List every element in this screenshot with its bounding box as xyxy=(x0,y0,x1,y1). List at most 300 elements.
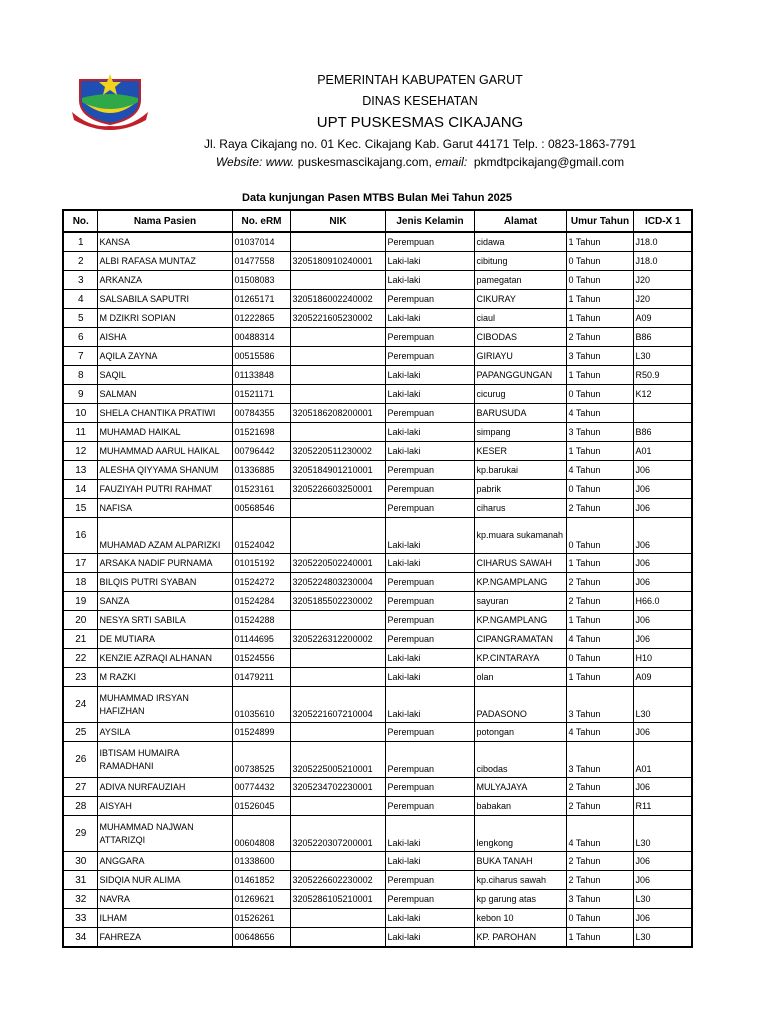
cell-nik xyxy=(290,271,385,290)
cell-icd: J20 xyxy=(633,290,692,309)
cell-icd: J06 xyxy=(633,723,692,742)
cell-nik xyxy=(290,723,385,742)
cell-no: 31 xyxy=(63,871,97,890)
table-row xyxy=(63,554,692,573)
cell-no: 1 xyxy=(63,232,97,252)
cell-jenis-kelamin: Perempuan xyxy=(385,778,474,797)
cell-alamat: KP.CINTARAYA xyxy=(474,649,566,668)
cell-alamat: KP. PAROHAN xyxy=(474,928,566,948)
cell-erm: 01526045 xyxy=(232,797,290,816)
cell-nik: 3205220511230002 xyxy=(290,442,385,461)
cell-icd: R11 xyxy=(633,797,692,816)
cell-jenis-kelamin: Laki-laki xyxy=(385,649,474,668)
cell-nik: 3205220307200001 xyxy=(290,816,385,852)
cell-no: 17 xyxy=(63,554,97,573)
cell-umur: 4 Tahun xyxy=(566,723,633,742)
cell-umur: 4 Tahun xyxy=(566,630,633,649)
cell-nama: AYSILA xyxy=(97,723,232,742)
cell-nik: 3205221605230002 xyxy=(290,309,385,328)
cell-umur: 3 Tahun xyxy=(566,687,633,723)
cell-erm: 01133848 xyxy=(232,366,290,385)
cell-erm: 00515586 xyxy=(232,347,290,366)
cell-icd: J06 xyxy=(633,778,692,797)
cell-jenis-kelamin: Laki-laki xyxy=(385,252,474,271)
table-row xyxy=(63,852,692,871)
institution-name: UPT PUSKESMAS CIKAJANG xyxy=(316,114,524,131)
cell-erm: 01479211 xyxy=(232,668,290,687)
cell-alamat: pamegatan xyxy=(474,271,566,290)
cell-umur: 3 Tahun xyxy=(566,423,633,442)
cell-alamat: kp.barukai xyxy=(474,461,566,480)
cell-jenis-kelamin: Perempuan xyxy=(385,404,474,423)
cell-no: 20 xyxy=(63,611,97,630)
cell-umur: 2 Tahun xyxy=(566,797,633,816)
cell-icd: J06 xyxy=(633,909,692,928)
cell-nik xyxy=(290,797,385,816)
cell-alamat: CIPANGRAMATAN xyxy=(474,630,566,649)
cell-icd: J06 xyxy=(633,852,692,871)
cell-erm: 01524556 xyxy=(232,649,290,668)
cell-nik: 3205184901210001 xyxy=(290,461,385,480)
cell-umur: 0 Tahun xyxy=(566,480,633,499)
cell-nama: NESYA SRTI SABILA xyxy=(97,611,232,630)
cell-icd: H10 xyxy=(633,649,692,668)
cell-erm: 01461852 xyxy=(232,871,290,890)
cell-jenis-kelamin: Perempuan xyxy=(385,480,474,499)
table-row xyxy=(63,518,692,554)
cell-nama: SAQIL xyxy=(97,366,232,385)
cell-nama: MUHAMMAD NAJWAN ATTARIZQI xyxy=(97,816,232,852)
cell-alamat: kp.muara sukamanah xyxy=(474,518,566,554)
cell-no: 5 xyxy=(63,309,97,328)
cell-nama: MUHAMAD AZAM ALPARIZKI xyxy=(97,518,232,554)
cell-jenis-kelamin: Perempuan xyxy=(385,461,474,480)
cell-nama: AQILA ZAYNA xyxy=(97,347,232,366)
cell-umur: 0 Tahun xyxy=(566,271,633,290)
cell-no: 26 xyxy=(63,742,97,778)
cell-umur: 2 Tahun xyxy=(566,573,633,592)
cell-alamat: KP.NGAMPLANG xyxy=(474,611,566,630)
cell-umur: 2 Tahun xyxy=(566,499,633,518)
website-label: Website: www. xyxy=(215,155,295,169)
cell-jenis-kelamin: Perempuan xyxy=(385,797,474,816)
cell-no: 9 xyxy=(63,385,97,404)
cell-nama: ALESHA QIYYAMA SHANUM xyxy=(97,461,232,480)
report-title: Data kunjungan Pasen MTBS Bulan Mei Tahun 2025 xyxy=(242,192,512,204)
cell-no: 16 xyxy=(63,518,97,554)
col-header-umur: Umur Tahun xyxy=(566,210,633,232)
cell-nik: 3205286105210001 xyxy=(290,890,385,909)
cell-nik: 3205185502230002 xyxy=(290,592,385,611)
cell-umur: 2 Tahun xyxy=(566,871,633,890)
department-name: DINAS KESEHATAN xyxy=(362,94,478,108)
cell-erm: 00774432 xyxy=(232,778,290,797)
cell-erm: 01524288 xyxy=(232,611,290,630)
cell-umur: 3 Tahun xyxy=(566,347,633,366)
table-row xyxy=(63,499,692,518)
cell-nik xyxy=(290,668,385,687)
cell-nik: 3205226312200002 xyxy=(290,630,385,649)
cell-no: 3 xyxy=(63,271,97,290)
cell-alamat: BARUSUDA xyxy=(474,404,566,423)
cell-icd: R50.9 xyxy=(633,366,692,385)
col-header-erm: No. eRM xyxy=(232,210,290,232)
cell-alamat: potongan xyxy=(474,723,566,742)
cell-jenis-kelamin: Perempuan xyxy=(385,871,474,890)
cell-jenis-kelamin: Laki-laki xyxy=(385,554,474,573)
cell-nama: M RAZKI xyxy=(97,668,232,687)
cell-nama: SALMAN xyxy=(97,385,232,404)
cell-icd: K12 xyxy=(633,385,692,404)
table-row xyxy=(63,461,692,480)
cell-nik xyxy=(290,928,385,948)
cell-nama: ARSAKA NADIF PURNAMA xyxy=(97,554,232,573)
table-row xyxy=(63,573,692,592)
cell-umur: 2 Tahun xyxy=(566,328,633,347)
cell-jenis-kelamin: Laki-laki xyxy=(385,385,474,404)
cell-nik xyxy=(290,499,385,518)
cell-umur: 1 Tahun xyxy=(566,668,633,687)
cell-alamat: PAPANGGUNGAN xyxy=(474,366,566,385)
cell-nik: 3205224803230004 xyxy=(290,573,385,592)
cell-icd: B86 xyxy=(633,423,692,442)
cell-umur: 0 Tahun xyxy=(566,649,633,668)
table-row xyxy=(63,271,692,290)
cell-no: 11 xyxy=(63,423,97,442)
cell-erm: 01477558 xyxy=(232,252,290,271)
cell-umur: 1 Tahun xyxy=(566,309,633,328)
cell-umur: 4 Tahun xyxy=(566,404,633,423)
cell-alamat: CIKURAY xyxy=(474,290,566,309)
cell-no: 22 xyxy=(63,649,97,668)
table-row xyxy=(63,328,692,347)
cell-no: 8 xyxy=(63,366,97,385)
col-header-nama: Nama Pasien xyxy=(97,210,232,232)
cell-no: 23 xyxy=(63,668,97,687)
cell-icd: A09 xyxy=(633,309,692,328)
email-label: email: xyxy=(435,155,468,169)
cell-jenis-kelamin: Perempuan xyxy=(385,611,474,630)
cell-nama: KENZIE AZRAQI ALHANAN xyxy=(97,649,232,668)
cell-erm: 00648656 xyxy=(232,928,290,948)
cell-nama: SANZA xyxy=(97,592,232,611)
table-row xyxy=(63,611,692,630)
cell-umur: 3 Tahun xyxy=(566,742,633,778)
col-header-nik: NIK xyxy=(290,210,385,232)
cell-nik: 3205234702230001 xyxy=(290,778,385,797)
table-row xyxy=(63,778,692,797)
cell-icd: A01 xyxy=(633,442,692,461)
cell-umur: 2 Tahun xyxy=(566,778,633,797)
cell-icd: J06 xyxy=(633,554,692,573)
cell-no: 14 xyxy=(63,480,97,499)
cell-nama: ADIVA NURFAUZIAH xyxy=(97,778,232,797)
cell-alamat: simpang xyxy=(474,423,566,442)
cell-no: 28 xyxy=(63,797,97,816)
cell-erm: 00488314 xyxy=(232,328,290,347)
cell-umur: 4 Tahun xyxy=(566,461,633,480)
cell-nik xyxy=(290,518,385,554)
cell-jenis-kelamin: Perempuan xyxy=(385,723,474,742)
table-row xyxy=(63,668,692,687)
cell-icd: J06 xyxy=(633,573,692,592)
government-name: PEMERINTAH KABUPATEN GARUT xyxy=(317,73,523,87)
cell-nik: 3205225005210001 xyxy=(290,742,385,778)
cell-alamat: cidawa xyxy=(474,232,566,252)
cell-nama: MUHAMAD HAIKAL xyxy=(97,423,232,442)
contact-line xyxy=(150,154,690,170)
cell-jenis-kelamin: Laki-laki xyxy=(385,928,474,948)
cell-nama: ALBI RAFASA MUNTAZ xyxy=(97,252,232,271)
cell-alamat: kebon 10 xyxy=(474,909,566,928)
cell-icd: L30 xyxy=(633,890,692,909)
cell-no: 2 xyxy=(63,252,97,271)
cell-icd: J06 xyxy=(633,461,692,480)
cell-alamat: sayuran xyxy=(474,592,566,611)
cell-icd: J18.0 xyxy=(633,232,692,252)
cell-jenis-kelamin: Perempuan xyxy=(385,347,474,366)
table-row xyxy=(63,290,692,309)
cell-nama: KANSA xyxy=(97,232,232,252)
cell-erm: 01144695 xyxy=(232,630,290,649)
cell-no: 4 xyxy=(63,290,97,309)
cell-erm: 00784355 xyxy=(232,404,290,423)
cell-erm: 00738525 xyxy=(232,742,290,778)
cell-nik xyxy=(290,611,385,630)
cell-jenis-kelamin: Perempuan xyxy=(385,232,474,252)
cell-no: 12 xyxy=(63,442,97,461)
cell-no: 15 xyxy=(63,499,97,518)
cell-erm: 01338600 xyxy=(232,852,290,871)
cell-no: 29 xyxy=(63,816,97,852)
cell-erm: 01524042 xyxy=(232,518,290,554)
cell-nama: M DZIKRI SOPIAN xyxy=(97,309,232,328)
cell-icd: L30 xyxy=(633,816,692,852)
table-row xyxy=(63,723,692,742)
cell-no: 34 xyxy=(63,928,97,948)
cell-no: 25 xyxy=(63,723,97,742)
cell-jenis-kelamin: Laki-laki xyxy=(385,687,474,723)
cell-icd: L30 xyxy=(633,347,692,366)
cell-jenis-kelamin: Perempuan xyxy=(385,573,474,592)
cell-erm: 01521698 xyxy=(232,423,290,442)
cell-umur: 2 Tahun xyxy=(566,592,633,611)
cell-icd: J06 xyxy=(633,480,692,499)
cell-icd: J06 xyxy=(633,499,692,518)
cell-jenis-kelamin: Laki-laki xyxy=(385,423,474,442)
cell-erm: 01523161 xyxy=(232,480,290,499)
cell-umur: 2 Tahun xyxy=(566,852,633,871)
cell-jenis-kelamin: Perempuan xyxy=(385,592,474,611)
cell-umur: 0 Tahun xyxy=(566,909,633,928)
cell-nik: 3205180910240001 xyxy=(290,252,385,271)
cell-jenis-kelamin: Perempuan xyxy=(385,742,474,778)
table-row xyxy=(63,797,692,816)
cell-no: 7 xyxy=(63,347,97,366)
cell-nama: NAVRA xyxy=(97,890,232,909)
cell-erm: 01508083 xyxy=(232,271,290,290)
table-row xyxy=(63,366,692,385)
cell-umur: 0 Tahun xyxy=(566,518,633,554)
cell-jenis-kelamin: Perempuan xyxy=(385,499,474,518)
cell-nik xyxy=(290,366,385,385)
cell-erm: 00568546 xyxy=(232,499,290,518)
cell-no: 32 xyxy=(63,890,97,909)
cell-jenis-kelamin: Perempuan xyxy=(385,328,474,347)
table-row xyxy=(63,347,692,366)
cell-jenis-kelamin: Laki-laki xyxy=(385,852,474,871)
cell-nik: 3205226603250001 xyxy=(290,480,385,499)
cell-no: 24 xyxy=(63,687,97,723)
cell-alamat: cibitung xyxy=(474,252,566,271)
cell-erm: 01524284 xyxy=(232,592,290,611)
cell-alamat: BUKA TANAH xyxy=(474,852,566,871)
cell-alamat: MULYAJAYA xyxy=(474,778,566,797)
cell-icd: L30 xyxy=(633,928,692,948)
cell-nama: MUHAMMAD AARUL HAIKAL xyxy=(97,442,232,461)
letterhead xyxy=(150,70,690,170)
cell-erm: 00604808 xyxy=(232,816,290,852)
table-row xyxy=(63,592,692,611)
cell-umur: 1 Tahun xyxy=(566,442,633,461)
cell-umur: 3 Tahun xyxy=(566,890,633,909)
cell-jenis-kelamin: Perempuan xyxy=(385,290,474,309)
cell-nama: AISHA xyxy=(97,328,232,347)
cell-icd: B86 xyxy=(633,328,692,347)
cell-icd: H66.0 xyxy=(633,592,692,611)
cell-nama: NAFISA xyxy=(97,499,232,518)
cell-erm: 01015192 xyxy=(232,554,290,573)
garut-regency-emblem-icon xyxy=(66,68,154,130)
cell-icd: J06 xyxy=(633,611,692,630)
table-row xyxy=(63,252,692,271)
cell-nik: 3205186208200001 xyxy=(290,404,385,423)
cell-alamat: olan xyxy=(474,668,566,687)
cell-nama: FAHREZA xyxy=(97,928,232,948)
cell-alamat: ciaul xyxy=(474,309,566,328)
cell-icd: L30 xyxy=(633,687,692,723)
cell-alamat: CIBODAS xyxy=(474,328,566,347)
table-row xyxy=(63,232,692,252)
cell-nik: 3205220502240001 xyxy=(290,554,385,573)
cell-nik xyxy=(290,423,385,442)
cell-nama: SALSABILA SAPUTRI xyxy=(97,290,232,309)
table-row xyxy=(63,480,692,499)
cell-no: 33 xyxy=(63,909,97,928)
cell-icd xyxy=(633,404,692,423)
cell-jenis-kelamin: Laki-laki xyxy=(385,309,474,328)
table-row xyxy=(63,687,692,723)
cell-erm: 01222865 xyxy=(232,309,290,328)
table-row xyxy=(63,423,692,442)
cell-nik: 3205221607210004 xyxy=(290,687,385,723)
cell-nama: ARKANZA xyxy=(97,271,232,290)
cell-erm: 01526261 xyxy=(232,909,290,928)
col-header-jenis-kelamin: Jenis Kelamin xyxy=(385,210,474,232)
cell-umur: 4 Tahun xyxy=(566,816,633,852)
cell-nama: SHELA CHANTIKA PRATIWI xyxy=(97,404,232,423)
cell-umur: 1 Tahun xyxy=(566,928,633,948)
cell-nama: MUHAMMAD IRSYAN HAFIZHAN xyxy=(97,687,232,723)
cell-jenis-kelamin: Laki-laki xyxy=(385,271,474,290)
cell-erm: 01524899 xyxy=(232,723,290,742)
cell-nama: ANGGARA xyxy=(97,852,232,871)
table-row xyxy=(63,890,692,909)
cell-alamat: CIHARUS SAWAH xyxy=(474,554,566,573)
cell-umur: 0 Tahun xyxy=(566,252,633,271)
cell-alamat: babakan xyxy=(474,797,566,816)
cell-nik xyxy=(290,347,385,366)
cell-alamat: KESER xyxy=(474,442,566,461)
cell-umur: 1 Tahun xyxy=(566,232,633,252)
cell-erm: 01269621 xyxy=(232,890,290,909)
cell-nik xyxy=(290,649,385,668)
cell-icd: J06 xyxy=(633,518,692,554)
cell-nik xyxy=(290,385,385,404)
table-row xyxy=(63,928,692,948)
cell-erm: 00796442 xyxy=(232,442,290,461)
cell-umur: 1 Tahun xyxy=(566,611,633,630)
cell-umur: 0 Tahun xyxy=(566,385,633,404)
table-row xyxy=(63,630,692,649)
cell-no: 18 xyxy=(63,573,97,592)
cell-alamat: cicurug xyxy=(474,385,566,404)
table-row xyxy=(63,385,692,404)
table-row xyxy=(63,649,692,668)
cell-no: 6 xyxy=(63,328,97,347)
cell-nama: SIDQIA NUR ALIMA xyxy=(97,871,232,890)
table-row xyxy=(63,742,692,778)
cell-alamat: GIRIAYU xyxy=(474,347,566,366)
cell-erm: 01265171 xyxy=(232,290,290,309)
cell-jenis-kelamin: Perempuan xyxy=(385,890,474,909)
cell-no: 10 xyxy=(63,404,97,423)
cell-erm: 01521171 xyxy=(232,385,290,404)
cell-erm: 01037014 xyxy=(232,232,290,252)
cell-icd: A01 xyxy=(633,742,692,778)
cell-alamat: cibodas xyxy=(474,742,566,778)
cell-nama: IBTISAM HUMAIRA RAMADHANI xyxy=(97,742,232,778)
cell-erm: 01336885 xyxy=(232,461,290,480)
cell-erm: 01524272 xyxy=(232,573,290,592)
cell-nik xyxy=(290,909,385,928)
cell-erm: 01035610 xyxy=(232,687,290,723)
cell-nama: DE MUTIARA xyxy=(97,630,232,649)
cell-jenis-kelamin: Laki-laki xyxy=(385,668,474,687)
cell-umur: 1 Tahun xyxy=(566,290,633,309)
website-link[interactable]: puskesmascikajang.com, xyxy=(297,155,432,169)
cell-icd: J20 xyxy=(633,271,692,290)
cell-alamat: pabrik xyxy=(474,480,566,499)
cell-umur: 1 Tahun xyxy=(566,366,633,385)
cell-alamat: KP.NGAMPLANG xyxy=(474,573,566,592)
cell-alamat: ciharus xyxy=(474,499,566,518)
table-row xyxy=(63,404,692,423)
table-row xyxy=(63,309,692,328)
email-link[interactable]: pkmdtpcikajang@gmail.com xyxy=(473,155,625,169)
cell-icd: J06 xyxy=(633,630,692,649)
cell-nama: FAUZIYAH PUTRI RAHMAT xyxy=(97,480,232,499)
col-header-icd: ICD-X 1 xyxy=(633,210,692,232)
address: Jl. Raya Cikajang no. 01 Kec. Cikajang Kab. Garut 44171 Telp. : 0823-1863-7791 xyxy=(203,137,637,151)
table-row xyxy=(63,442,692,461)
cell-jenis-kelamin: Laki-laki xyxy=(385,909,474,928)
cell-nik xyxy=(290,852,385,871)
cell-no: 27 xyxy=(63,778,97,797)
cell-alamat: lengkong xyxy=(474,816,566,852)
cell-alamat: PADASONO xyxy=(474,687,566,723)
cell-nik: 3205226602230002 xyxy=(290,871,385,890)
